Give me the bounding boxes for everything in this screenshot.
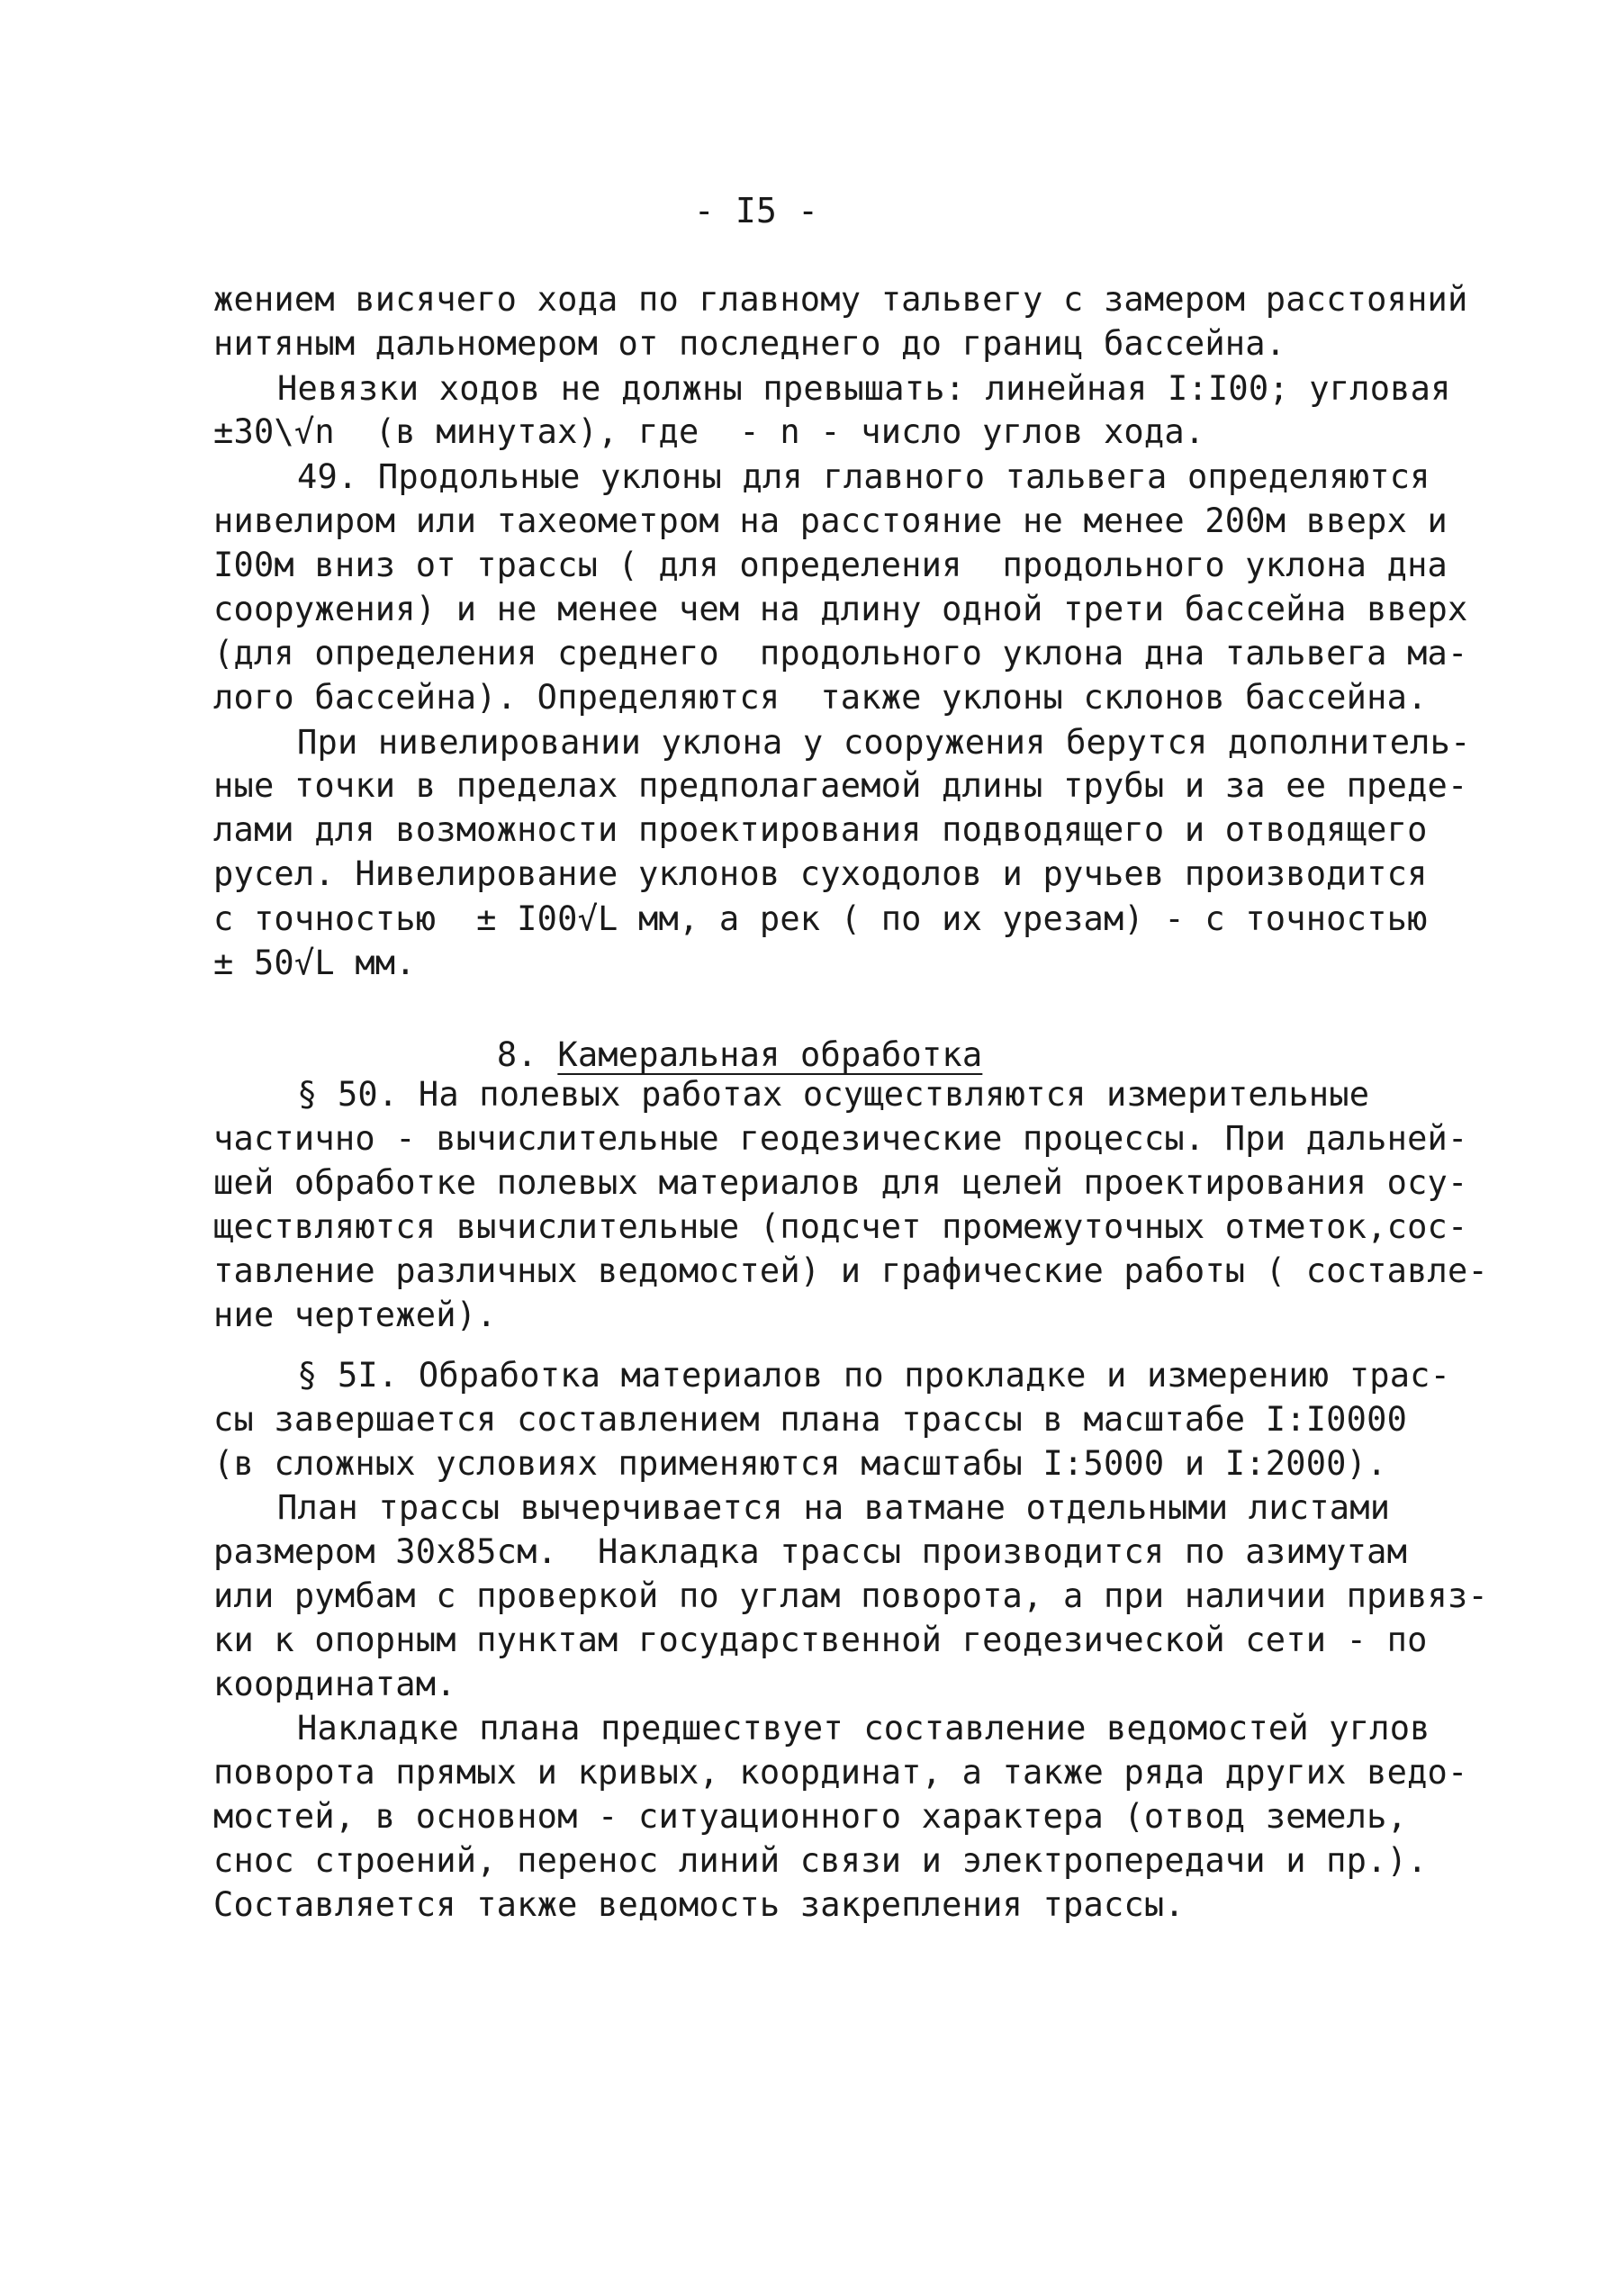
text-line: Составляется также ведомость закрепления трассы. xyxy=(213,1885,1185,1924)
text-line: ки к опорным пунктам государственной геодезической сети - по xyxy=(213,1621,1428,1659)
text-line: План трассы вычерчивается на ватмане отдельными листами xyxy=(277,1488,1391,1527)
text-line: тавление различных ведомостей) и графические работы ( составле- xyxy=(213,1251,1488,1290)
text-line: или румбам с проверкой по углам поворота, а при наличии привяз- xyxy=(213,1576,1488,1615)
text-line: нивелиром или тахеометром на расстояние не менее 200м вверх и xyxy=(213,501,1448,540)
text-line: 49. Продольные уклоны для главного тальвега определяются xyxy=(297,457,1430,496)
text-line: ± 50√L мм. xyxy=(213,944,416,982)
section-number: 8. xyxy=(496,1035,537,1074)
text-line: снос строений, перенос линий связи и электропередачи и пр.). xyxy=(213,1841,1428,1880)
text-line: сы завершается составлением плана трассы в масштабе I:I0000 xyxy=(213,1400,1408,1439)
text-line: ние чертежей). xyxy=(213,1296,497,1334)
text-line: размером 30х85см. Накладка трассы производится по азимутам xyxy=(213,1532,1408,1571)
text-line: русел. Нивелирование уклонов суходолов и ручьев производится xyxy=(213,854,1428,893)
text-line: (в сложных условиях применяются масштабы I:5000 и I:2000). xyxy=(213,1444,1387,1483)
text-line: жением висячего хода по главному тальвегу с замером расстояний xyxy=(213,280,1468,319)
text-line: лого бассейна). Определяются также уклоны склонов бассейна. xyxy=(213,678,1428,717)
page-number: - I5 - xyxy=(693,191,819,230)
text-line: I00м вниз от трассы ( для определения продольного уклона дна xyxy=(213,546,1448,584)
text-line: координатам. xyxy=(213,1665,456,1703)
text-line: мостей, в основном - ситуационного характера (отвод земель, xyxy=(213,1797,1408,1836)
text-line: При нивелировании уклона у сооружения берутся дополнитель- xyxy=(297,723,1471,762)
text-line: ществляются вычислительные (подсчет промежуточных отметок,сос- xyxy=(213,1207,1468,1246)
text-line: § 50. На полевых работах осуществляются измерительные xyxy=(297,1075,1370,1114)
text-line: нитяным дальномером от последнего до границ бассейна. xyxy=(213,324,1286,363)
text-line: с точностью ± I00√L мм, а рек ( по их урезам) - с точностью xyxy=(213,899,1428,938)
text-line: Невязки ходов не должны превышать: линейная I:I00; угловая xyxy=(277,369,1451,408)
text-line: Накладке плана предшествует составление ведомостей углов xyxy=(297,1709,1430,1748)
section-title: Камеральная обработка xyxy=(557,1035,983,1074)
text-line: шей обработке полевых материалов для целей проектирования осу- xyxy=(213,1163,1468,1202)
text-line: ±30\√n (в минутах), где - n - число углов хода. xyxy=(213,412,1205,451)
text-line: лами для возможности проектирования подводящего и отводящего xyxy=(213,810,1428,849)
text-line: (для определения среднего продольного уклона дна тальвега ма- xyxy=(213,634,1468,673)
text-line: сооружения) и не менее чем на длину одной трети бассейна вверх xyxy=(213,590,1468,628)
text-line: поворота прямых и кривых, координат, а также ряда других ведо- xyxy=(213,1753,1468,1792)
text-line: § 5I. Обработка материалов по прокладке и измерению трас- xyxy=(297,1356,1451,1395)
text-line: ные точки в пределах предполагаемой длины трубы и за ее преде- xyxy=(213,766,1468,805)
text-line: частично - вычислительные геодезические процессы. При дальней- xyxy=(213,1119,1468,1158)
